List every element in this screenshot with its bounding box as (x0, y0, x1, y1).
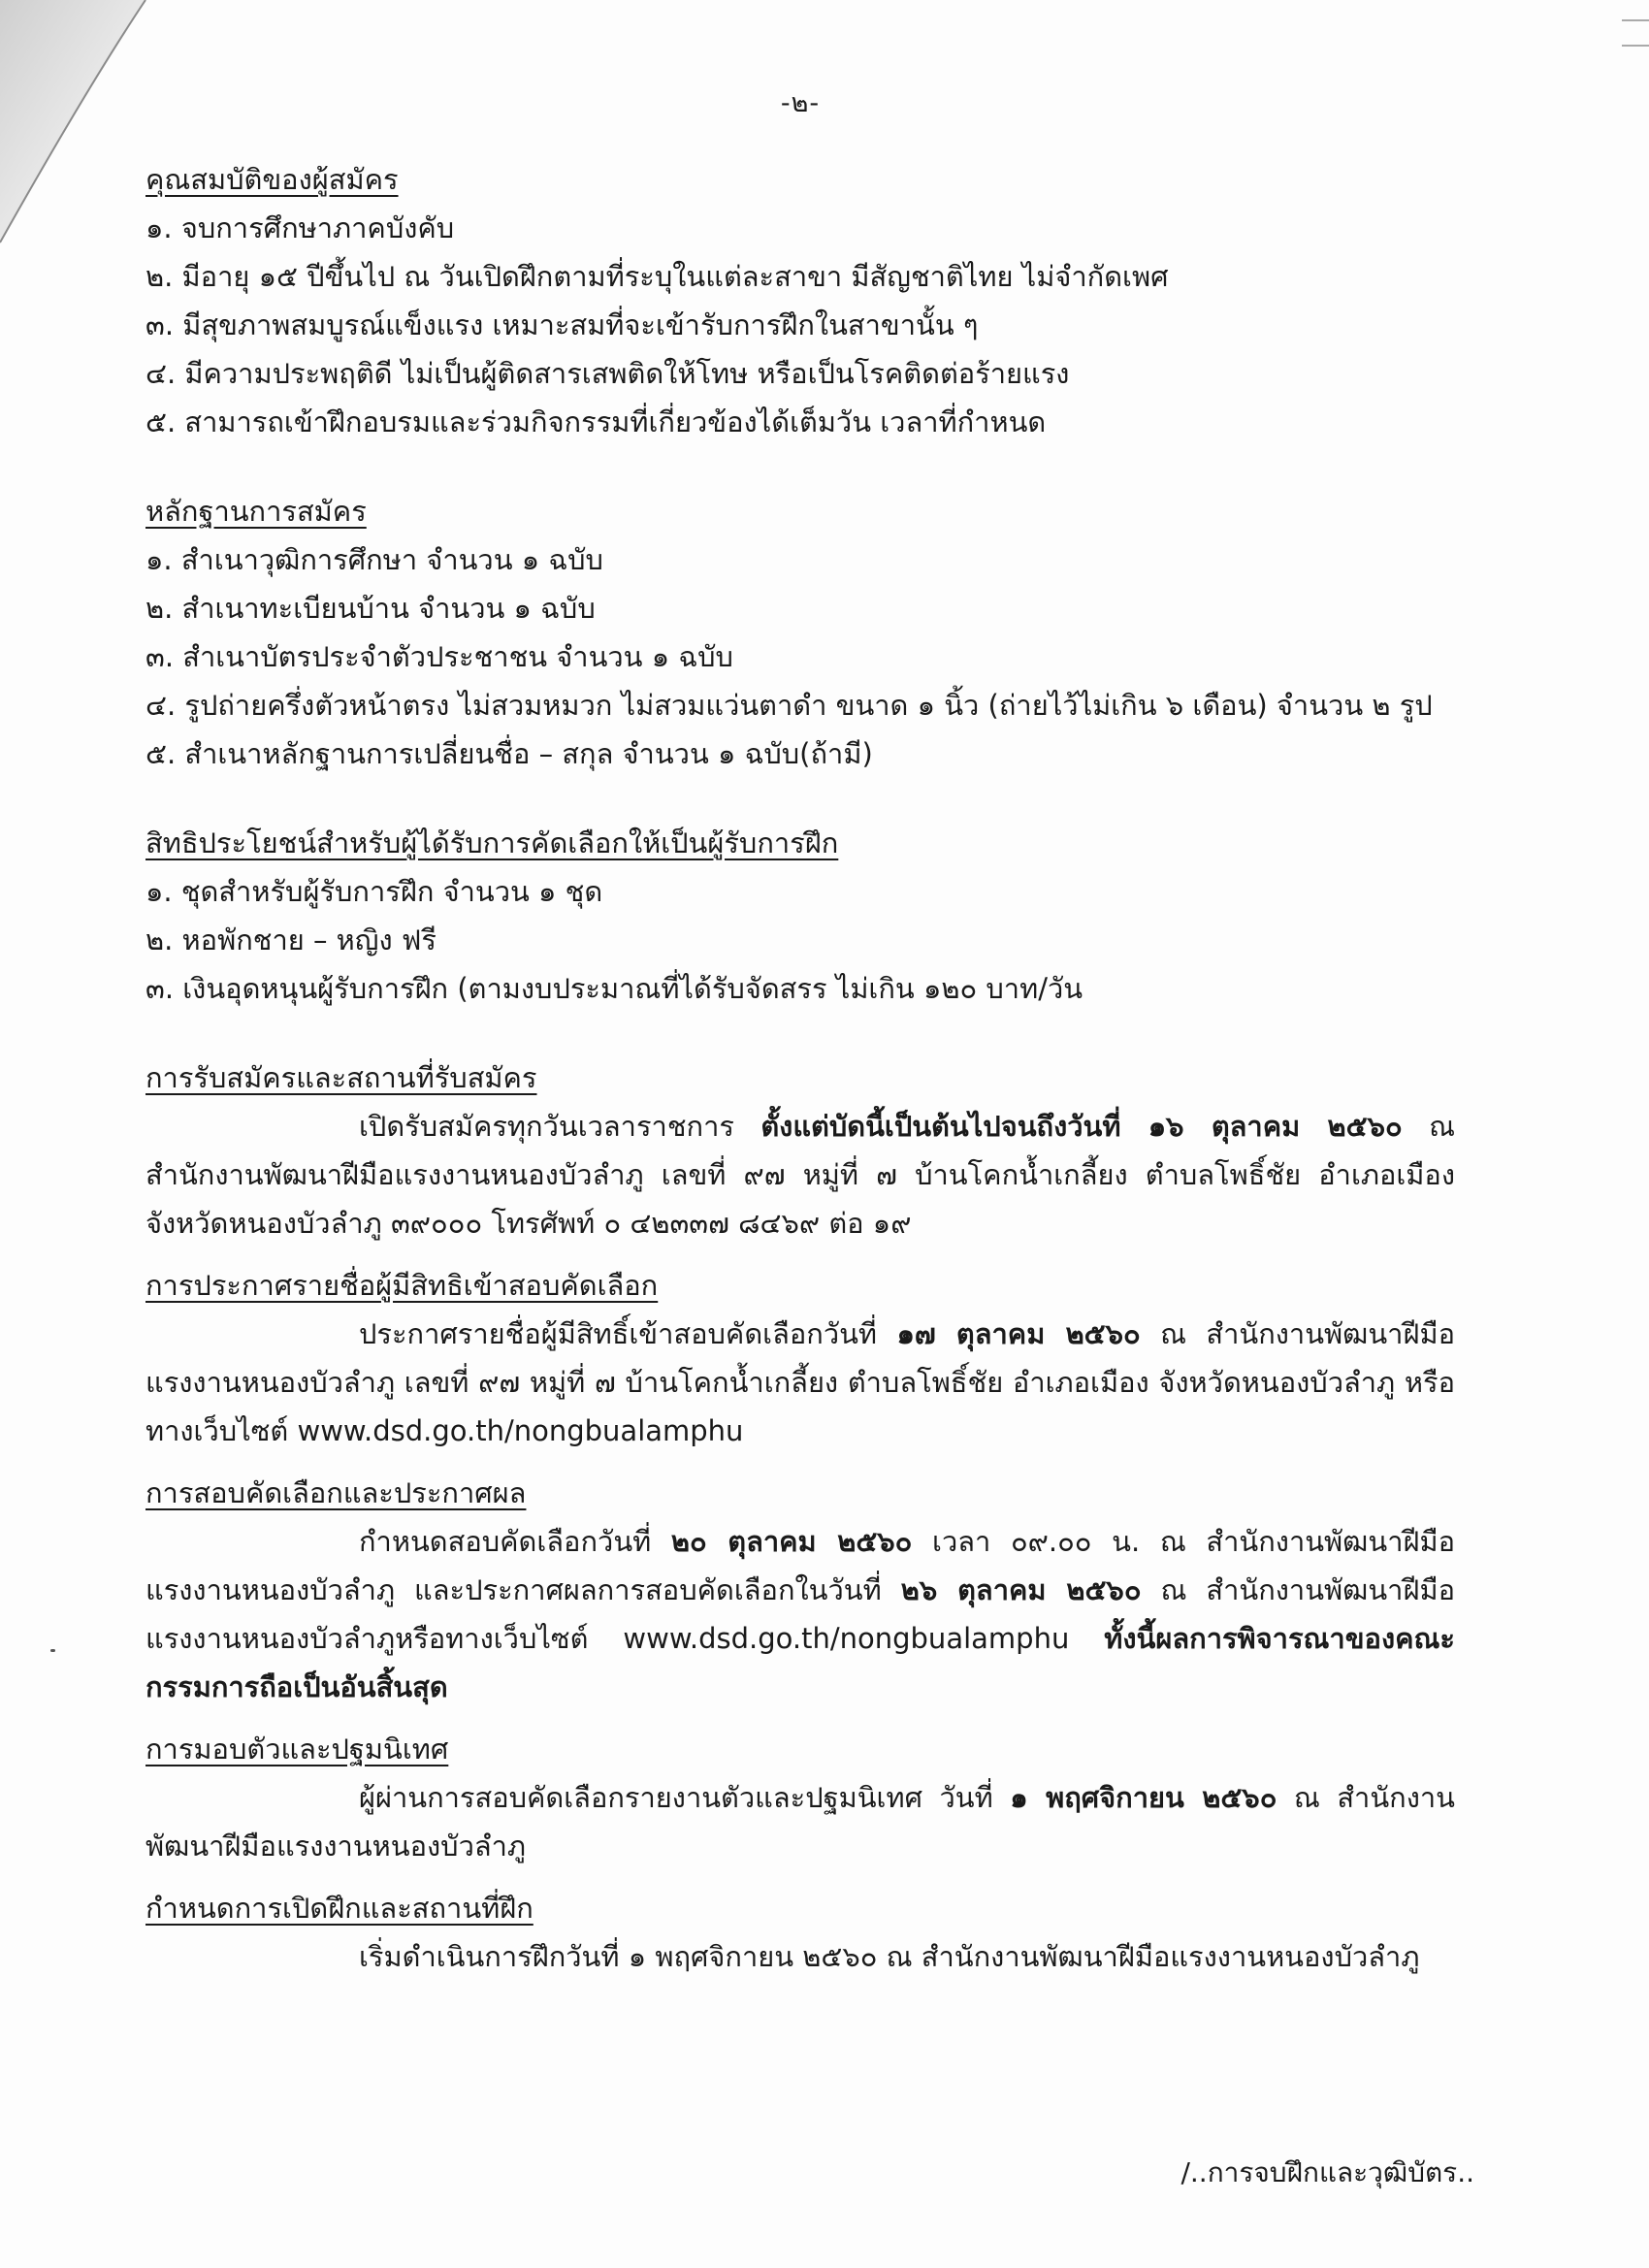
list-item: ๒. หอพักชาย – หญิง ฟรี (146, 923, 436, 956)
section-paragraph (146, 1310, 1455, 1455)
list-item: ๓. สำเนาบัตรประจำตัวประชาชน จำนวน ๑ ฉบับ (146, 640, 733, 673)
section-heading: สิทธิประโยชน์สำหรับผู้ได้รับการคัดเลือกให้เป็นผู้รับการฝึก (146, 826, 839, 859)
section-paragraph (146, 1517, 1455, 1711)
section-heading: กำหนดการเปิดฝึกและสถานที่ฝึก (146, 1892, 534, 1925)
section-paragraph (146, 1102, 1455, 1247)
section-documents (146, 487, 1455, 778)
continuation-footer: /..การจบฝึกและวุฒิบัตร.. (1180, 2156, 1474, 2188)
list-item: ๕. สำเนาหลักฐานการเปลี่ยนชื่อ – สกุล จำนวน ๑ ฉบับ(ถ้ามี) (146, 737, 873, 770)
document-body (146, 155, 1455, 1981)
section-exam (146, 1469, 1455, 1711)
section-qualifications (146, 155, 1455, 446)
list-item: ๑. สำเนาวุฒิการศึกษา จำนวน ๑ ฉบับ (146, 543, 603, 576)
section-heading: การสอบคัดเลือกและประกาศผล (146, 1476, 527, 1509)
page-number: -๒- (780, 88, 821, 118)
section-benefits (146, 819, 1455, 1013)
section-registration (146, 1053, 1455, 1247)
list-item: ๒. มีอายุ ๑๕ ปีขึ้นไป ณ วันเปิดฝึกตามที่ระบุในแต่ละสาขา มีสัญชาติไทย ไม่จำกัดเพศ (146, 260, 1169, 293)
section-orientation (146, 1725, 1455, 1870)
paragraph-text: ผู้ผ่านการสอบคัดเลือกรายงานตัวและปฐมนิเทศ วันที่ (359, 1781, 1011, 1814)
orientation-date: ๑ พฤศจิกายน ๒๕๖๐ (1010, 1781, 1277, 1814)
list-item: ๓. เงินอุดหนุนผู้รับการฝึก (ตามงบประมาณที่ได้รับจัดสรร ไม่เกิน ๑๒๐ บาท/วัน (146, 972, 1083, 1005)
list-item: ๓. มีสุขภาพสมบูรณ์แข็งแรง เหมาะสมที่จะเข้ารับการฝึกในสาขานั้น ๆ (146, 308, 979, 341)
paragraph-text: เปิดรับสมัครทุกวันเวลาราชการ (359, 1110, 761, 1143)
section-heading: หลักฐานการสมัคร (146, 495, 367, 528)
paragraph-text: ณ สำนักงานพัฒนาฝีมือแรงงานหนองบัวลำภู (146, 1781, 1455, 1863)
exam-date: ๒๐ ตุลาคม ๒๕๖๐ (670, 1525, 913, 1558)
list-item: ๒. สำเนาทะเบียนบ้าน จำนวน ๑ ฉบับ (146, 592, 596, 625)
paragraph-text: กำหนดสอบคัดเลือกวันที่ (359, 1525, 671, 1558)
section-heading: การประกาศรายชื่อผู้มีสิทธิเข้าสอบคัดเลือก (146, 1269, 659, 1302)
list-item: ๔. รูปถ่ายครึ่งตัวหน้าตรง ไม่สวมหมวก ไม่สวมแว่นตาดำ ขนาด ๑ นิ้ว (ถ่ายไว้ไม่เกิน ๖ เดือน) จำนวน ๒ รูป (146, 689, 1433, 722)
paragraph-text: ณ สำนักงานพัฒนาฝีมือแรงงานหนองบัวลำภูหรือทางเว็บไซต์ www.dsd.go.th/nongbualamphu (146, 1573, 1455, 1655)
result-date: ๒๖ ตุลาคม ๒๕๖๐ (900, 1573, 1142, 1606)
scan-speck (50, 1649, 55, 1652)
list-item: ๔. มีความประพฤติดี ไม่เป็นผู้ติดสารเสพติดให้โทษ หรือเป็นโรคติดต่อร้ายแรง (146, 357, 1070, 390)
committee-final-note: ทั้งนี้ผลการพิจารณาของคณะกรรมการถือเป็นอันสิ้นสุด (146, 1622, 1455, 1703)
registration-deadline: ตั้งแต่บัดนี้เป็นต้นไปจนถึงวันที่ ๑๖ ตุลาคม ๒๕๖๐ (760, 1110, 1403, 1143)
section-announcement (146, 1261, 1455, 1455)
list-item: ๑. จบการศึกษาภาคบังคับ (146, 211, 455, 244)
section-heading: คุณสมบัติของผู้สมัคร (146, 163, 399, 196)
list-item: ๑. ชุดสำหรับผู้รับการฝึก จำนวน ๑ ชุด (146, 875, 603, 908)
section-heading: การรับสมัครและสถานที่รับสมัคร (146, 1061, 537, 1094)
list-item: ๕. สามารถเข้าฝึกอบรมและร่วมกิจกรรมที่เกี่ยวข้องได้เต็มวัน เวลาที่กำหนด (146, 405, 1047, 438)
section-heading: การมอบตัวและปฐมนิเทศ (146, 1733, 449, 1766)
edge-mark (1622, 19, 1649, 47)
paragraph-text: ประกาศรายชื่อผู้มีสิทธิ์เข้าสอบคัดเลือกวันที่ (359, 1317, 897, 1350)
section-paragraph (146, 1773, 1455, 1870)
section-paragraph: เริ่มดำเนินการฝึกวันที่ ๑ พฤศจิกายน ๒๕๖๐ ณ สำนักงานพัฒนาฝีมือแรงงานหนองบัวลำภู (359, 1940, 1420, 1973)
paragraph-text: เวลา ๐๙.๐๐ น. ณ สำนักงานพัฒนาฝีมือแรงงานหนองบัวลำภู และประกาศผลการสอบคัดเลือกในวันที่ (146, 1525, 1455, 1606)
paragraph-text: ณ สำนักงานพัฒนาฝีมือแรงงานหนองบัวลำภู เลขที่ ๙๗ หมู่ที่ ๗ บ้านโคกน้ำเกลี้ยง ตำบลโพธิ์ชัย อำเภอเมือง จังหวัดหนองบัวลำภู ๓๙๐๐๐ โทรศัพท์ ๐ ๔๒๓๓๗ ๘๔๖๙ ต่อ ๑๙ (146, 1110, 1455, 1240)
section-training-start (146, 1884, 1455, 1981)
announcement-date: ๑๗ ตุลาคม ๒๕๖๐ (896, 1317, 1141, 1350)
paragraph-text: ณ สำนักงานพัฒนาฝีมือแรงงานหนองบัวลำภู เลขที่ ๙๗ หมู่ที่ ๗ บ้านโคกน้ำเกลี้ยง ตำบลโพธิ์ชัย อำเภอเมือง จังหวัดหนองบัวลำภู หรือทางเว็บไซต์ www.dsd.go.th/nongbualamphu (146, 1317, 1455, 1447)
